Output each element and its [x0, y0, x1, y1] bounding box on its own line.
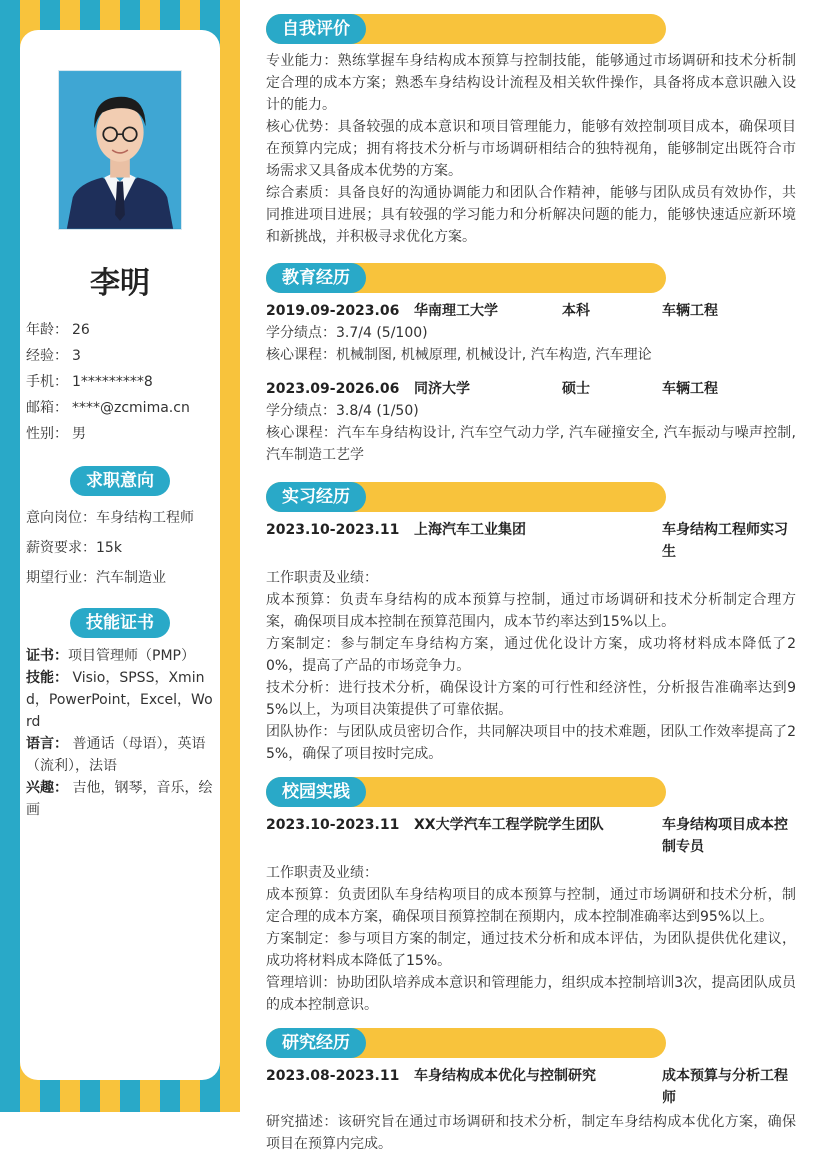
info-row-age: 年龄： 26: [26, 322, 90, 338]
campus-duty: 成本预算：负责团队车身结构项目的成本预算与控制，通过市场调研和技术分析，制定合理的成本方案，确保项目预算控制在预期内，成本控制准确率达到95%以上。: [266, 887, 796, 925]
section-internship-title: 实习经历: [266, 482, 366, 512]
info-row-experience: 经验： 3: [26, 348, 81, 364]
info-row-gender: 性别： 男: [26, 426, 86, 442]
education-entry-2: [266, 378, 796, 466]
info-row-email: 邮箱： ****@zcmima.cn: [26, 400, 190, 416]
skill-language: 语言： 普通话（母语），英语（流利），法语: [26, 736, 206, 774]
job-intent-title: 求职意向: [70, 466, 170, 496]
section-internship-header: [266, 482, 666, 512]
section-education-title: 教育经历: [266, 263, 366, 293]
job-intent-list: [26, 508, 216, 598]
education-row: 2019.09-2023.06 华南理工大学 本科 车辆工程: [266, 303, 718, 319]
section-research-title: 研究经历: [266, 1028, 366, 1058]
info-row-phone: 手机： 1*********8: [26, 374, 153, 390]
self-eval-para: 专业能力：熟练掌握车身结构成本预算与控制技能，能够通过市场调研和技术分析制定合理的成本方案；熟悉车身结构设计流程及相关软件操作，具备将成本意识融入设计的能力。: [266, 53, 796, 113]
research-row: 2023.08-2023.11 车身结构成本优化与控制研究 成本预算与分析工程师: [266, 1068, 788, 1106]
intent-position: 意向岗位：车身结构工程师: [26, 510, 194, 526]
sidebar: [0, 0, 240, 1112]
campus-duty: 方案制定：参与项目方案的制定，通过技术分析和成本评估，为团队提供优化建议，成功将材料成本降低了15%。: [266, 931, 796, 969]
section-research-header: [266, 1028, 666, 1058]
internship-body: [266, 519, 796, 765]
candidate-name: 李明: [90, 266, 150, 301]
person-portrait-icon: [59, 71, 181, 229]
internship-row: 2023.10-2023.11 上海汽车工业集团 车身结构工程师实习生: [266, 522, 788, 560]
section-campus-title: 校园实践: [266, 777, 366, 807]
skill-interest: 兴趣： 吉他，钢琴，音乐，绘画: [26, 780, 213, 818]
section-campus-header: [266, 777, 666, 807]
self-eval-para: 综合素质：具备良好的沟通协调能力和团队合作精神，能够与团队成员有效协作，共同推进项目进展；具有较强的学习能力和分析解决问题的能力，能够快速适应新环境和新挑战，并积极寻求优化方案。: [266, 185, 796, 245]
internship-duty: 成本预算：负责车身结构的成本预算与控制，通过市场调研和技术分析制定合理方案，确保项目成本控制在预算范围内，成本节约率达到15%以上。: [266, 592, 796, 630]
internship-duties-label: 工作职责及业绩：: [266, 570, 378, 586]
education-row: 2023.09-2026.06 同济大学 硕士 车辆工程: [266, 381, 718, 397]
research-desc: 研究描述：该研究旨在通过市场调研和技术分析，制定车身结构成本优化方案，确保项目在预算内完成。: [266, 1114, 796, 1152]
intent-salary: 薪资要求：15k: [26, 540, 122, 556]
profile-photo: [58, 70, 182, 230]
campus-row: 2023.10-2023.11 XX大学汽车工程学院学生团队 车身结构项目成本控制专员: [266, 817, 788, 855]
campus-duties-label: 工作职责及业绩：: [266, 865, 378, 881]
section-self-eval-header: [266, 14, 666, 44]
section-education-header: [266, 263, 666, 293]
intent-industry: 期望行业：汽车制造业: [26, 570, 166, 586]
internship-duty: 团队协作：与团队成员密切合作，共同解决项目中的技术难题，团队工作效率提高了25%，确保了项目按时完成。: [266, 724, 796, 762]
sidebar-card: [20, 30, 220, 1080]
skill-software: 技能： Visio，SPSS，Xmind，PowerPoint，Excel，Word: [26, 670, 213, 730]
internship-duty: 方案制定：参与制定车身结构方案，通过优化设计方案，成功将材料成本降低了20%，提高了产品的市场竞争力。: [266, 636, 796, 674]
education-gpa: 学分绩点：3.8/4 (1/50): [266, 403, 419, 419]
education-courses: 核心课程：机械制图, 机械原理, 机械设计, 汽车构造, 汽车理论: [266, 347, 652, 363]
basic-info: [26, 320, 216, 450]
education-entry-1: [266, 300, 796, 366]
skills-title: 技能证书: [70, 608, 170, 638]
self-eval-body: [266, 50, 796, 248]
research-body: [266, 1065, 796, 1155]
campus-duty: 管理培训：协助团队培养成本意识和管理能力，组织成本控制培训3次，提高团队成员的成本控制意识。: [266, 975, 796, 1013]
section-self-eval-title: 自我评价: [266, 14, 366, 44]
self-eval-para: 核心优势：具备较强的成本意识和项目管理能力，能够有效控制项目成本，确保项目在预算内完成；拥有将技术分析与市场调研相结合的独特视角，能够制定出既符合市场需求又具备成本优势的方案。: [266, 119, 796, 179]
skill-certificate: 证书：项目管理师（PMP）: [26, 648, 195, 664]
internship-duty: 技术分析：进行技术分析，确保设计方案的可行性和经济性，分析报告准确率达到95%以上，为项目决策提供了可靠依据。: [266, 680, 796, 718]
education-courses: 核心课程：汽车车身结构设计, 汽车空气动力学, 汽车碰撞安全, 汽车振动与噪声控制, 汽车制造工艺学: [266, 425, 796, 463]
skills-list: [26, 645, 214, 821]
education-gpa: 学分绩点：3.7/4 (5/100): [266, 325, 428, 341]
campus-body: [266, 814, 796, 1016]
